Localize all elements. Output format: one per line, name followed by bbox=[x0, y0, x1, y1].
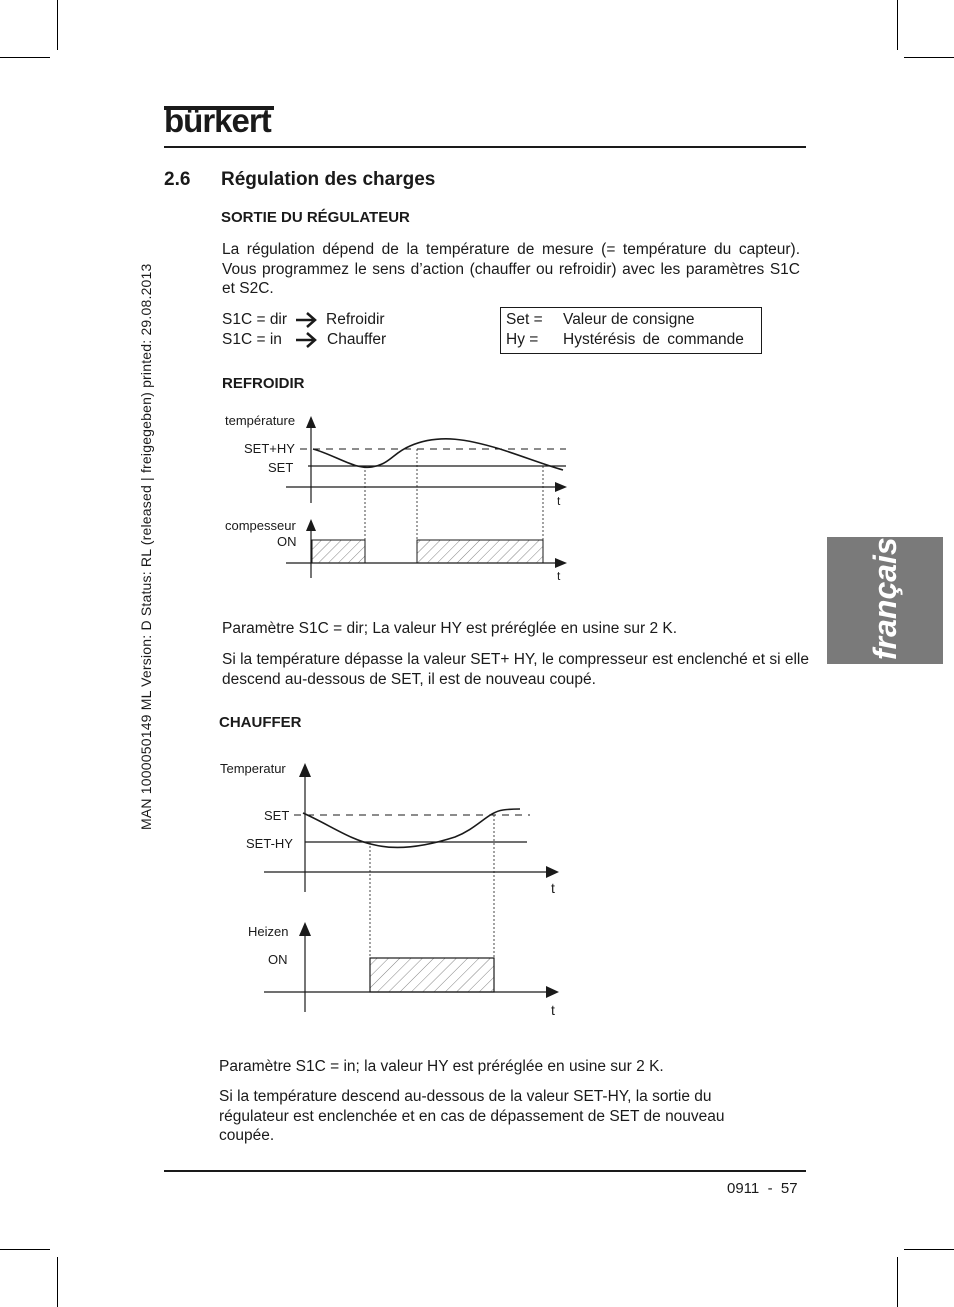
refroidir-level-low: SET bbox=[268, 460, 294, 475]
section-number: 2.6 bbox=[164, 169, 191, 190]
legend-set-value: Valeur de consigne bbox=[563, 311, 695, 328]
language-tab-label: français bbox=[867, 537, 903, 660]
chauffer-time-label: t bbox=[551, 880, 555, 896]
footer-rule bbox=[164, 1170, 806, 1172]
legend-hy-value: Hystérésis de commande bbox=[563, 331, 744, 348]
chauffer-out-on: ON bbox=[268, 952, 288, 967]
chauffer-y-label: Temperatur bbox=[220, 761, 286, 776]
page-number: 0911 - 57 bbox=[727, 1180, 798, 1197]
legend-set-key: Set = bbox=[506, 311, 543, 328]
chauffer-text-1: Paramètre S1C = in; la valeur HY est préréglée en usine sur 2 K. bbox=[219, 1058, 664, 1075]
refroidir-time-label: t bbox=[557, 494, 561, 508]
document-metadata: MAN 1000050149 ML Version: D Status: RL (released | freigegeben) printed: 29.08.2013 bbox=[138, 263, 154, 830]
refroidir-label: Refroidir bbox=[326, 311, 385, 328]
refroidir-text-2: Si la température dépasse la valeur SET+ HY, le compresseur est enclenché et si elle descend au-dessous de SET, il est de nouveau coupé. bbox=[222, 651, 809, 688]
chauffer-out-time-label: t bbox=[551, 1002, 555, 1018]
s1c-in-label: S1C = in bbox=[222, 331, 282, 348]
section-title: Régulation des charges bbox=[221, 169, 436, 190]
refroidir-out-on: ON bbox=[277, 534, 297, 549]
refroidir-heading: REFROIDIR bbox=[222, 375, 305, 392]
chauffer-label: Chauffer bbox=[327, 331, 387, 348]
output-heading: SORTIE DU RÉGULATEUR bbox=[221, 209, 410, 226]
refroidir-out-label: compesseur bbox=[225, 518, 296, 533]
chauffer-text-2: Si la température descend au-dessous de la valeur SET-HY, la sortie du régulateur est enclenchée et en cas de dépassement de SET de nouveau coupée. bbox=[219, 1088, 725, 1144]
refroidir-out-time-label: t bbox=[557, 569, 561, 583]
chauffer-level-low: SET-HY bbox=[246, 836, 293, 851]
chauffer-level-high: SET bbox=[264, 808, 290, 823]
chauffer-out-label: Heizen bbox=[248, 924, 289, 939]
refroidir-level-high: SET+HY bbox=[244, 441, 295, 456]
s1c-dir-label: S1C = dir bbox=[222, 311, 288, 328]
chauffer-heading: CHAUFFER bbox=[219, 714, 302, 731]
legend-hy-key: Hy = bbox=[506, 331, 539, 348]
refroidir-text-1: Paramètre S1C = dir; La valeur HY est préréglée en usine sur 2 K. bbox=[222, 620, 678, 637]
brand-logo: bürkert bbox=[164, 102, 271, 139]
output-intro: La régulation dépend de la température de mesure (= température du capteur). Vous programmez le sens d’action (chauffer ou refroidir) avec les paramètres S1C et S2C. bbox=[222, 241, 800, 297]
refroidir-y-label: température bbox=[225, 413, 296, 428]
